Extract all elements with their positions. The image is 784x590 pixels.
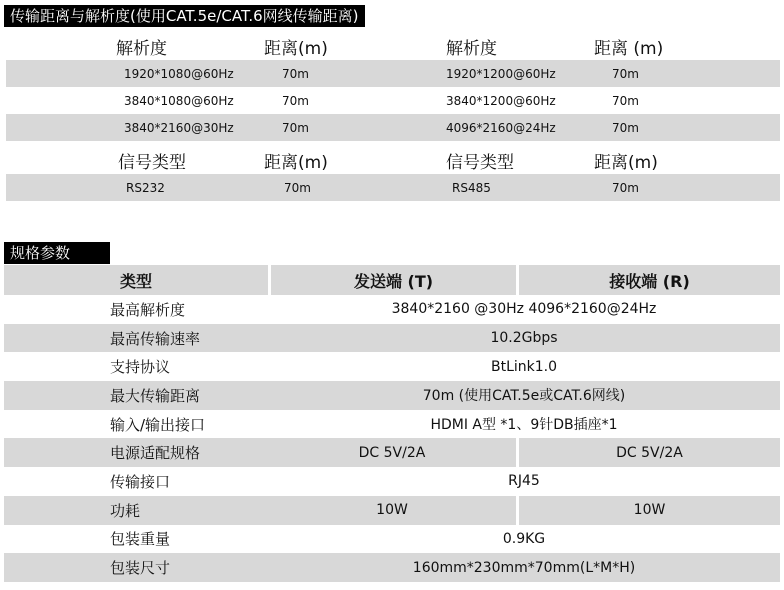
- spec-label: 传输接口: [110, 472, 171, 491]
- transmitter-value: DC 5V/2A: [358, 444, 426, 461]
- header-signal-type-right: 信号类型: [446, 152, 514, 173]
- spec-value: 3840*2160 @30Hz 4096*2160@24Hz: [391, 301, 657, 318]
- signal-table-header: [6, 146, 780, 174]
- table-row: [4, 438, 780, 467]
- distance-cell: 70m: [282, 66, 309, 81]
- header-distance-right: 距离 (m): [594, 38, 664, 59]
- table-row: [4, 295, 780, 324]
- resolution-cell: 1920*1080@60Hz: [124, 66, 234, 81]
- spec-label: 最高解析度: [110, 300, 186, 319]
- header-resolution-right: 解析度: [446, 38, 497, 59]
- table-row: [4, 324, 780, 353]
- table-row: [4, 496, 780, 525]
- header-distance-right: 距离(m): [594, 152, 658, 173]
- signal-distance-table: [6, 146, 780, 201]
- spec-section-title: 规格参数: [4, 242, 110, 264]
- spec-table-header: [4, 265, 780, 295]
- resolution-cell: 3840*1080@60Hz: [124, 93, 234, 108]
- header-receiver: 接收端 (R): [609, 271, 690, 291]
- distance-cell: 70m: [612, 66, 639, 81]
- spec-label: 电源适配规格: [110, 444, 201, 463]
- spec-label: 功耗: [110, 501, 141, 520]
- signal-type-cell: RS485: [452, 180, 491, 195]
- spec-table: [4, 265, 780, 582]
- distance-cell: 70m: [282, 120, 309, 135]
- table-row: [6, 87, 780, 114]
- header-distance-left: 距离(m): [264, 152, 328, 173]
- table-row: [4, 352, 780, 381]
- spec-label: 支持协议: [110, 358, 171, 377]
- resolution-cell: 1920*1200@60Hz: [446, 66, 556, 81]
- distance-cell: 70m: [612, 120, 639, 135]
- receiver-value: DC 5V/2A: [616, 444, 683, 461]
- spec-value: 70m (使用CAT.5e或CAT.6网线): [422, 388, 626, 405]
- distance-cell: 70m: [612, 93, 639, 108]
- header-type: 类型: [119, 271, 152, 291]
- table-row: [4, 467, 780, 496]
- resolution-distance-table: [6, 32, 780, 141]
- distance-cell: 70m: [612, 180, 639, 195]
- header-transmitter: 发送端 (T): [353, 271, 434, 291]
- table-row: [4, 381, 780, 410]
- table-row: [4, 553, 780, 582]
- spec-label: 最大传输距离: [110, 386, 201, 405]
- table-row: [6, 114, 780, 141]
- spec-value: 0.9KG: [502, 530, 546, 547]
- distance-cell: 70m: [284, 180, 311, 195]
- spec-label: 最高传输速率: [110, 329, 201, 348]
- spec-label: 包装尺寸: [110, 559, 171, 578]
- spec-value: HDMI A型 *1、9针DB插座*1: [430, 417, 618, 434]
- receiver-value: 10W: [633, 502, 666, 519]
- table-row: [6, 60, 780, 87]
- distance-cell: 70m: [282, 93, 309, 108]
- distance-section-title: 传输距离与解析度(使用CAT.5e/CAT.6网线传输距离): [4, 5, 365, 27]
- header-distance-left: 距离(m): [264, 38, 328, 59]
- resolution-cell: 3840*2160@30Hz: [124, 120, 234, 135]
- header-signal-type-left: 信号类型: [118, 152, 186, 173]
- spec-value: RJ45: [508, 473, 540, 490]
- signal-type-cell: RS232: [126, 180, 165, 195]
- spec-label: 包装重量: [110, 530, 171, 549]
- transmitter-value: 10W: [376, 502, 408, 519]
- table-row: [6, 174, 780, 201]
- spec-value: BtLink1.0: [490, 358, 558, 375]
- header-resolution-left: 解析度: [116, 38, 167, 59]
- table-row: [4, 525, 780, 554]
- resolution-cell: 3840*1200@60Hz: [446, 93, 556, 108]
- resolution-cell: 4096*2160@24Hz: [446, 120, 556, 135]
- spec-value: 10.2Gbps: [490, 330, 558, 347]
- spec-label: 输入/输出接口: [110, 415, 206, 434]
- spec-value: 160mm*230mm*70mm(L*M*H): [412, 559, 636, 576]
- table-row: [4, 410, 780, 439]
- resolution-table-header: [6, 32, 780, 60]
